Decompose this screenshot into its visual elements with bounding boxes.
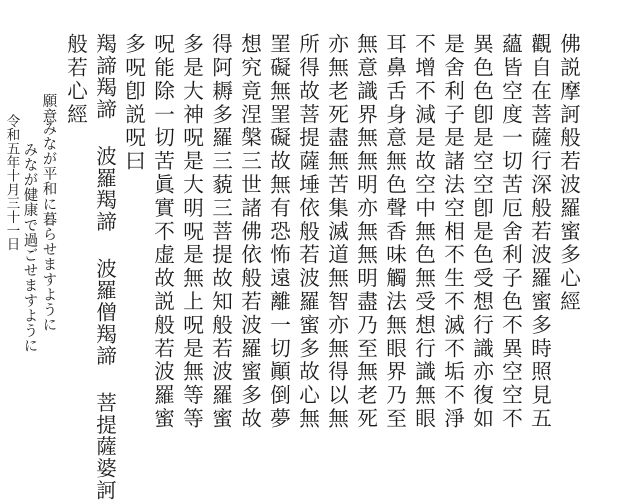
sutra-column-6: 不增不減是故空中無色無受想行識無眼 <box>411 33 436 431</box>
sutra-column-2: 觀自在菩薩行深般若波羅蜜多時照見五 <box>527 33 552 431</box>
sutra-column-10: 所得故菩提薩埵依般若波羅蜜多故心無 <box>295 33 320 431</box>
sutra-closing-title: 般若心經 <box>63 33 88 127</box>
sutra-column-16: 多呪卽説呪曰 <box>121 33 146 174</box>
sutra-column-7: 耳鼻舌身意無色聲香味觸法無眼界乃至 <box>382 33 407 431</box>
sutra-column-11: 罣礙無罣礙故無有恐怖遠離一切顚倒夢 <box>266 33 291 431</box>
sutra-column-13: 得阿耨多羅三藐三菩提故知般若波羅蜜 <box>208 33 233 431</box>
mantra-column: 羯諦羯諦 波羅羯諦 波羅僧羯諦 菩提薩婆訶 <box>92 33 117 501</box>
sutra-column-9: 亦無老死盡無苦集滅道無智亦無得以無 <box>324 33 349 431</box>
sutra-column-3: 蘊皆空度一切苦厄舍利子色不異空空不 <box>498 33 523 431</box>
sutra-column-12: 想究竟涅槃三世諸佛依般若波羅蜜多故 <box>237 33 262 431</box>
wish-line-health: みなが健康で過ごせますように <box>21 142 38 354</box>
sutra-column-14: 多是大神呪是大明呪是無上呪是無等等 <box>179 33 204 431</box>
sutra-column-15: 呪能除一切苦眞實不虚故説般若波羅蜜 <box>150 33 175 431</box>
sutra-column-5: 是舍利子是諸法空相不生不滅不垢不淨 <box>440 33 465 431</box>
sutra-column-1: 佛説摩訶般若波羅蜜多心經 <box>556 33 581 314</box>
sutra-column-8: 無意識界無無明亦無無明盡乃至無老死 <box>353 33 378 431</box>
wish-line-peace: みなが平和に暮らせますように <box>40 121 57 333</box>
sutra-column-4: 異色色卽是空空卽是色受想行識亦復如 <box>469 33 494 431</box>
copy-date: 令和五年十月三十一日 <box>3 114 20 251</box>
wish-label: 願意 <box>40 93 57 124</box>
